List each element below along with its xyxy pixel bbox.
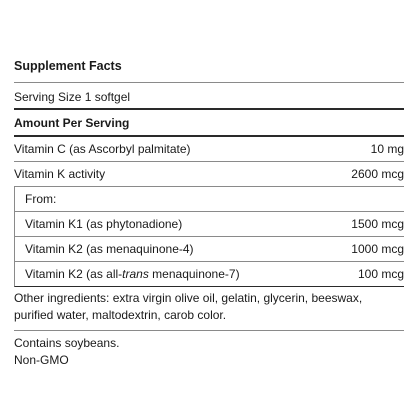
nutrient-row-vitamin-k	[14, 162, 404, 187]
nutrient-amount: 100 mcg	[357, 267, 404, 281]
nutrient-row-vitamin-c	[14, 137, 404, 162]
from-row	[14, 187, 404, 212]
nutrient-name: Vitamin K activity	[14, 167, 106, 181]
nutrient-amount: 10 mg	[370, 142, 404, 156]
nutrient-name: Vitamin K2 (as menaquinone-4)	[25, 242, 194, 256]
from-label: From:	[25, 192, 57, 206]
nutrient-amount: 1500 mcg	[351, 217, 404, 231]
sub-nutrient-row-k1	[14, 212, 404, 237]
nutrient-amount: 2600 mcg	[351, 167, 404, 181]
serving-size: Serving Size 1 softgel	[14, 83, 404, 110]
name-suffix: menaquinone-7)	[148, 267, 240, 281]
name-italic: trans	[122, 267, 149, 281]
nutrient-name: Vitamin C (as Ascorbyl palmitate)	[14, 142, 191, 156]
supplement-facts-panel	[14, 58, 404, 369]
amount-per-serving-header: Amount Per Serving	[14, 110, 404, 137]
sub-nutrient-row-k2-mk7	[14, 262, 404, 287]
non-gmo-note: Non-GMO	[14, 353, 69, 367]
nutrient-amount: 1000 mcg	[351, 242, 404, 256]
nutrient-name	[25, 266, 240, 282]
name-prefix: Vitamin K2 (as all-	[25, 267, 123, 281]
footer-notes	[14, 331, 404, 369]
sub-nutrient-row-k2-mk4	[14, 237, 404, 262]
panel-title: Supplement Facts	[14, 58, 404, 83]
other-ingredients: Other ingredients: extra virgin olive oil, gelatin, glycerin, beeswax, purified water, maltodextrin, carob color.	[14, 287, 404, 331]
allergen-note: Contains soybeans.	[14, 336, 120, 350]
nutrient-name: Vitamin K1 (as phytonadione)	[25, 217, 183, 231]
